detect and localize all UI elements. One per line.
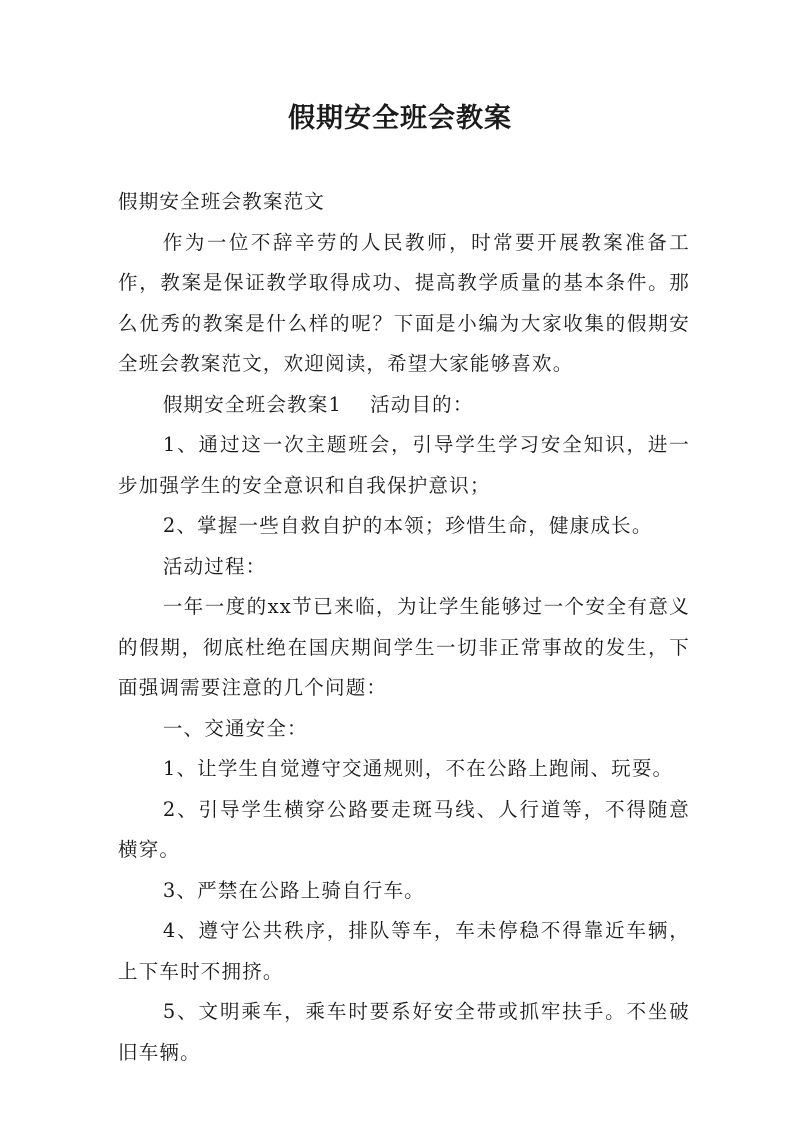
traffic-item: 5、文明乘车，乘车时要系好安全带或抓牢扶手。不坐破旧车辆。	[118, 1000, 690, 1064]
document-body	[118, 182, 690, 1073]
intro-paragraph: 作为一位不辞辛劳的人民教师，时常要开展教案准备工作，教案是保证教学取得成功、提高教学质量的基本条件。那么优秀的教案是什么样的呢？下面是小编为大家收集的假期安全班会教案范文，欢迎阅读，希望大家能够喜欢。	[118, 230, 690, 375]
traffic-item: 1、让学生自觉遵守交通规则，不在公路上跑闹、玩耍。	[162, 757, 674, 780]
section1-heading: 假期安全班会教案1	[162, 392, 343, 416]
traffic-item: 4、遵守公共秩序，排队等车，车未停稳不得靠近车辆，上下车时不拥挤。	[118, 919, 690, 983]
document-title: 假期安全班会教案	[288, 103, 512, 134]
process-intro: 一年一度的xx节已来临，为让学生能够过一个安全有意义的假期，彻底杜绝在国庆期间学生一切非正常事故的发生，下面强调需要注意的几个问题：	[118, 595, 690, 699]
traffic-item: 2、引导学生横穿公路要走斑马线、人行道等，不得随意横穿。	[118, 797, 690, 861]
process-label: 活动过程：	[162, 554, 267, 578]
goal-item: 2、掌握一些自救自护的本领；珍惜生命，健康成长。	[162, 514, 653, 537]
traffic-heading: 一、交通安全：	[162, 716, 308, 740]
document-subtitle: 假期安全班会教案范文	[118, 190, 326, 213]
section1-goal-label: 活动目的：	[370, 392, 474, 416]
goal-item: 1、通过这一次主题班会，引导学生学习安全知识，进一步加强学生的安全意识和自我保护意识；	[118, 433, 690, 497]
section1-heading-line	[118, 385, 690, 426]
traffic-item: 3、严禁在公路上骑自行车。	[162, 878, 425, 902]
